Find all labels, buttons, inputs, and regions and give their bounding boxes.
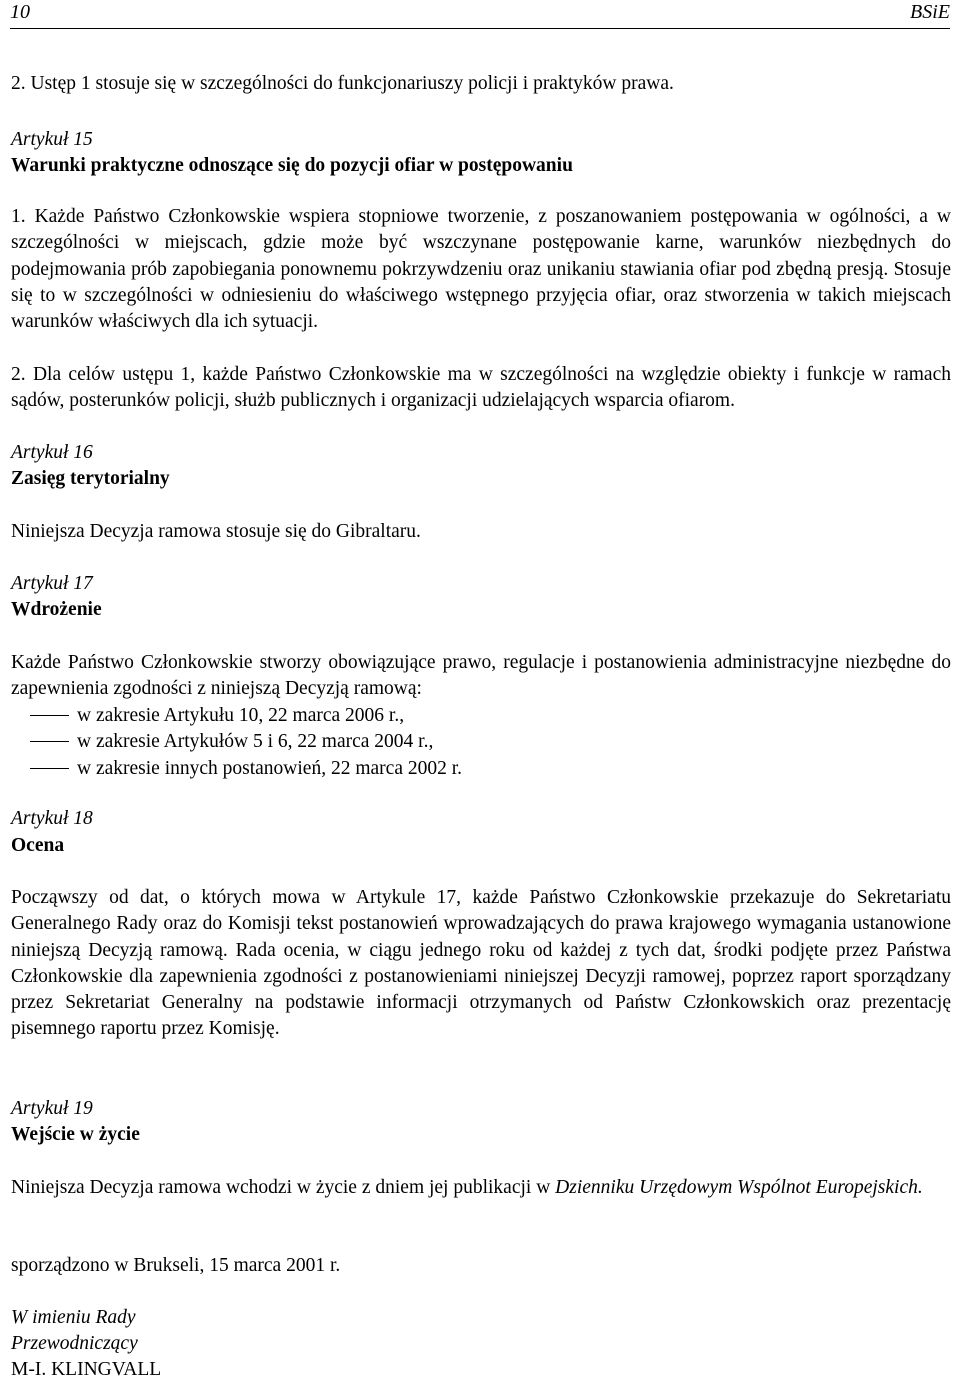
article-19-heading: Wejście w życie [11, 1124, 140, 1145]
article-16-heading: Zasięg terytorialny [11, 468, 170, 489]
article-18-text: Począwszy od dat, o których mowa w Artykule 17, każde Państwo Członkowskie przekazuje do Sekretariatu Generalnego Rady oraz do Komisji tekst postanowień wprowadzających do prawa krajowego wymagania ustanowione niniejszą Decyzją ramową. Rada ocenia, w ciągu jednego roku od każdej z tych dat, środki podjęte przez Państwa Członkowskie dla zapewnienia zgodności z postanowieniami niniejszej Decyzji ramowej, poprzez raport sporządzany przez Sekretariat Generalny na podstawie informacji otrzymanych od Państw Członkowskich oraz prezentację pisemnego raportu przez Komisję. [11, 887, 951, 1040]
signatory-name: M-I. KLINGVALL [11, 1359, 162, 1380]
article-15-heading: Warunki praktyczne odnoszące się do pozycji ofiar w postępowaniu [11, 155, 573, 176]
on-behalf-line: W imieniu Rady [11, 1307, 136, 1328]
signature-block [11, 1305, 951, 1383]
article-17-text: Każde Państwo Członkowskie stworzy obowiązujące prawo, regulacje i postanowienia administracyjne niezbędne do zapewnienia zgodności z niniejszą Decyzją ramową: [11, 652, 951, 700]
article-15-paragraph-2: 2. Dla celów ustępu 1, każde Państwo Członkowskie ma w szczególności na względzie obiekty i funkcje w ramach sądów, posterunków policji, służb publicznych i organizacji udzielających wsparcia ofiarom. [11, 364, 951, 412]
article-17-heading: Wdrożenie [11, 599, 102, 620]
dash-bullet [30, 741, 69, 742]
article-16-text: Niniejsza Decyzja ramowa stosuje się do Gibraltaru. [11, 521, 421, 542]
article-14-paragraph-2: 2. Ustęp 1 stosuje się w szczególności do funkcjonariuszy policji i praktyków prawa. [11, 73, 674, 94]
article-17-title: Artykuł 17 [11, 573, 93, 594]
article-16-title: Artykuł 16 [11, 442, 93, 463]
article-15-title: Artykuł 15 [11, 129, 93, 150]
list-item: w zakresie Artykułów 5 i 6, 22 marca 2004 r., [11, 729, 951, 755]
article-19-text: Niniejsza Decyzja ramowa wchodzi w życie z dniem jej publikacji w Dzienniku Urzędowym Wspólnot Europejskich. [11, 1177, 923, 1198]
article-18-title: Artykuł 18 [11, 808, 93, 829]
dash-bullet [30, 768, 69, 769]
place-and-date: sporządzono w Brukseli, 15 marca 2001 r. [11, 1255, 341, 1276]
list-item: w zakresie Artykułu 10, 22 marca 2006 r., [11, 703, 951, 729]
article-19-title: Artykuł 19 [11, 1098, 93, 1119]
header-source: BSiE [910, 1, 950, 23]
article-15-paragraph-1: 1. Każde Państwo Członkowskie wspiera stopniowe tworzenie, z poszanowaniem postępowania w ogólności, a w szczególności w miejscach, gdzie może być wszczynane postępowanie karne, warunków niezbędnych do podejmowania prób zapobiegania ponownemu pokrzywdzeniu oraz unikaniu stawiania ofiar pod zbędną presją. Stosuje się to w szczególności w odniesieniu do właściwego wstępnego przyjęcia ofiar, oraz stworzenia w takich miejscach warunków właściwych dla ich sytuacji. [11, 206, 951, 333]
article-18-heading: Ocena [11, 835, 65, 856]
journal-name: Dzienniku Urzędowym Wspólnot Europejskich. [555, 1177, 923, 1198]
list-item: w zakresie innych postanowień, 22 marca 2002 r. [11, 756, 951, 782]
page-header [10, 0, 950, 29]
dash-bullet [30, 715, 69, 716]
signatory-role: Przewodniczący [11, 1333, 138, 1354]
implementation-dates-list [11, 703, 951, 782]
page-number: 10 [10, 1, 30, 23]
